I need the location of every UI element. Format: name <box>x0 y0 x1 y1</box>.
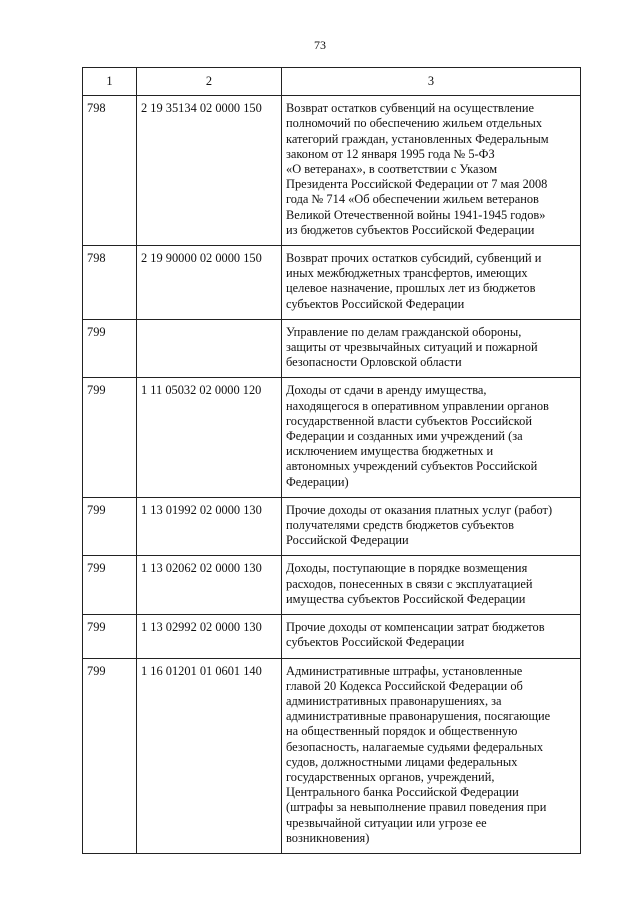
budget-code-cell: 1 13 01992 02 0000 130 <box>137 497 282 556</box>
column-header-2: 2 <box>137 68 282 96</box>
budget-code-cell: 1 16 01201 01 0601 140 <box>137 658 282 853</box>
description-cell: Возврат остатков субвенций на осуществление полномочий по обеспечению жильем отдельных категорий граждан, установленных Федеральным законом от 12 января 1995 года № 5-ФЗ «О ветеранах», в соответствии с Указом Президента Российской Федерации от 7 мая 2008 года № 714 «Об обеспечении жильем ветеранов Великой Отечественной войны 1941-1945 годов» из бюджетов субъектов Российской Федерации <box>282 96 581 246</box>
table-row <box>83 378 581 497</box>
budget-code-cell: 1 13 02992 02 0000 130 <box>137 615 282 658</box>
admin-code-cell: 799 <box>83 615 137 658</box>
admin-code-cell: 799 <box>83 378 137 497</box>
table-row <box>83 658 581 853</box>
description-cell: Управление по делам гражданской обороны, защиты от чрезвычайных ситуаций и пожарной безопасности Орловской области <box>282 319 581 378</box>
admin-code-cell: 799 <box>83 556 137 615</box>
table-row <box>83 319 581 378</box>
table-row <box>83 96 581 246</box>
description-cell: Доходы от сдачи в аренду имущества, находящегося в оперативном управлении органов государственной власти субъектов Российской Федерации и созданных ими учреждений (за исключением имущества бюджетных и автономных учреждений субъектов Российской Федерации) <box>282 378 581 497</box>
admin-code-cell: 799 <box>83 319 137 378</box>
table-row <box>83 556 581 615</box>
budget-code-cell: 1 13 02062 02 0000 130 <box>137 556 282 615</box>
budget-classification-table <box>82 67 581 854</box>
admin-code-cell: 798 <box>83 96 137 246</box>
column-header-1: 1 <box>83 68 137 96</box>
table-row <box>83 246 581 320</box>
admin-code-cell: 799 <box>83 658 137 853</box>
table-row <box>83 497 581 556</box>
budget-code-cell: 1 11 05032 02 0000 120 <box>137 378 282 497</box>
description-cell: Прочие доходы от компенсации затрат бюджетов субъектов Российской Федерации <box>282 615 581 658</box>
page-number: 73 <box>314 38 326 52</box>
admin-code-cell: 799 <box>83 497 137 556</box>
column-header-3: 3 <box>282 68 581 96</box>
admin-code-cell: 798 <box>83 246 137 320</box>
budget-code-cell <box>137 319 282 378</box>
budget-code-cell: 2 19 35134 02 0000 150 <box>137 96 282 246</box>
table-row <box>83 615 581 658</box>
description-cell: Доходы, поступающие в порядке возмещения расходов, понесенных в связи с эксплуатацией имущества субъектов Российской Федерации <box>282 556 581 615</box>
description-cell: Прочие доходы от оказания платных услуг (работ) получателями средств бюджетов субъектов Российской Федерации <box>282 497 581 556</box>
budget-code-cell: 2 19 90000 02 0000 150 <box>137 246 282 320</box>
description-cell: Возврат прочих остатков субсидий, субвенций и иных межбюджетных трансфертов, имеющих целевое назначение, прошлых лет из бюджетов субъектов Российской Федерации <box>282 246 581 320</box>
table-header-row <box>83 68 581 96</box>
description-cell: Административные штрафы, установленные главой 20 Кодекса Российской Федерации об административных правонарушениях, за административные правонарушения, посягающие на общественный порядок и общественную безопасность, налагаемые судьями федеральных судов, должностными лицами федеральных государственных органов, учреждений, Центрального банка Российской Федерации (штрафы за невыполнение правил поведения при чрезвычайной ситуации или угрозе ее возникновения) <box>282 658 581 853</box>
